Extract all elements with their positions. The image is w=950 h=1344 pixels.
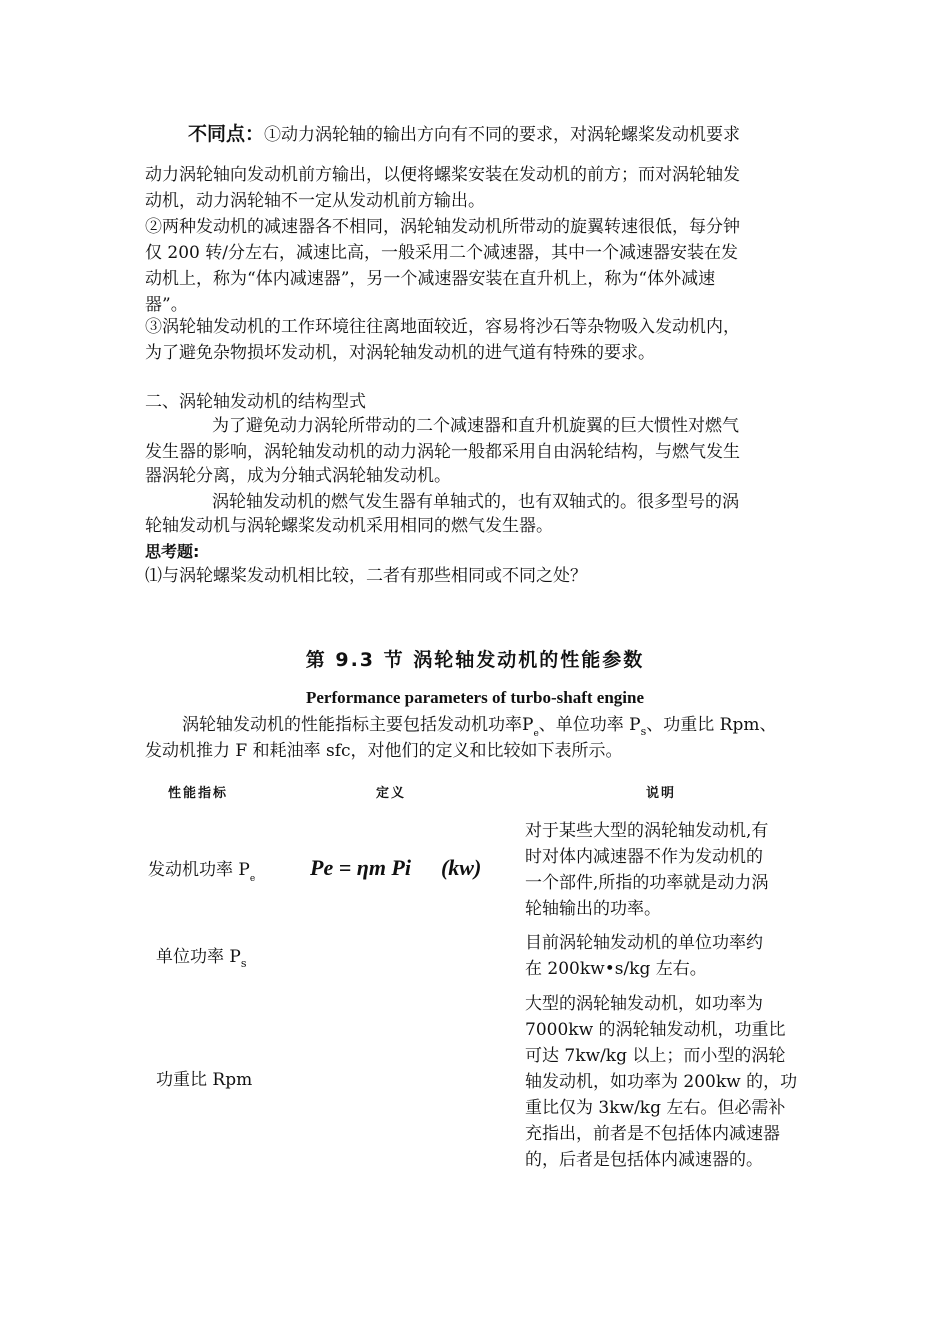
structure-p1-line-3: 器涡轮分离，成为分轴式涡轮轴发动机。 <box>145 466 451 486</box>
power-weight-desc-line: 可达 7kw/kg 以上；而小型的涡轮 <box>525 1046 786 1066</box>
question-1: ⑴与涡轮螺桨发动机相比较，二者有那些相同或不同之处？ <box>145 566 587 586</box>
specific-power-desc-line: 目前涡轮轴发动机的单位功率约 <box>525 933 763 953</box>
diff-line-3: 动机，动力涡轮轴不一定从发动机前方输出。 <box>145 191 485 211</box>
power-description <box>525 818 810 922</box>
intro-part-b: 、单位功率 P <box>538 715 641 735</box>
table-header-definition: 定义 <box>376 786 407 801</box>
diff-line-2: 动力涡轮轴向发动机前方输出，以便将螺桨安装在发动机的前方；而对涡轮轴发 <box>145 165 740 185</box>
specific-power-sub: s <box>240 957 247 970</box>
intro-part-a: 涡轮轴发动机的性能指标主要包括发动机功率P <box>182 715 534 735</box>
section-english-title: Performance parameters of turbo-shaft engine <box>305 688 645 707</box>
specific-power-desc-line: 在 200kw•s/kg 左右。 <box>525 959 707 979</box>
specific-power-name: 单位功率 P <box>156 947 241 967</box>
power-desc-line: 时对体内减速器不作为发动机的 <box>525 847 763 867</box>
structure-heading: 二、涡轮轴发动机的结构型式 <box>145 392 366 412</box>
power-desc-line: 轮轴输出的功率。 <box>525 899 661 919</box>
specific-power-description <box>525 930 810 982</box>
structure-p1-line-2: 发生器的影响，涡轮轴发动机的动力涡轮一般都采用自由涡轮结构，与燃气发生 <box>145 442 740 462</box>
intro-part-c: 、功重比 Rpm、 <box>646 715 777 735</box>
diff-paragraph-first-line <box>188 121 740 148</box>
power-weight-desc-line: 的，后者是包括体内减速器的。 <box>525 1150 763 1170</box>
power-formula <box>310 855 481 881</box>
table-header-metric: 性能指标 <box>168 786 229 801</box>
power-desc-line: 一个部件,所指的功率就是动力涡 <box>525 873 769 893</box>
power-desc-line: 对于某些大型的涡轮轴发动机,有 <box>525 821 769 841</box>
power-name: 发动机功率 P <box>148 860 250 880</box>
table-header-description: 说明 <box>646 786 677 801</box>
power-formula-expr: Pe = ηm Pi <box>310 855 411 880</box>
intro-line-2: 发动机推力 F 和耗油率 sfc，对他们的定义和比较如下表所示。 <box>145 741 623 761</box>
intro-sub-s: s <box>640 725 647 738</box>
power-weight-desc-line: 大型的涡轮轴发动机，如功率为 <box>525 994 763 1014</box>
table-row-specific-power-name <box>156 944 247 977</box>
structure-p2-line-1: 涡轮轴发动机的燃气发生器有单轴式的，也有双轴式的。很多型号的涡 <box>212 492 739 512</box>
diff-line-8: ③涡轮轴发动机的工作环境往往离地面较近，容易将沙石等杂物吸入发动机内， <box>145 317 740 337</box>
power-formula-unit: (kw) <box>440 855 482 880</box>
power-sub: e <box>249 874 256 884</box>
power-weight-description <box>525 991 810 1173</box>
diff-line-4: ②两种发动机的减速器各不相同，涡轮轴发动机所带动的旋翼转速很低，每分钟 <box>145 217 740 237</box>
structure-p1-line-1: 为了避免动力涡轮所带动的二个减速器和直升机旋翼的巨大惯性对燃气 <box>212 416 739 436</box>
diff-line-1: ①动力涡轮轴的输出方向有不同的要求，对涡轮螺桨发动机要求 <box>264 125 741 145</box>
diff-label: 不同点： <box>188 123 265 145</box>
question-label: 思考题: <box>145 542 200 561</box>
diff-line-9: 为了避免杂物损坏发动机，对涡轮轴发动机的进气道有特殊的要求。 <box>145 343 655 363</box>
diff-line-5: 仅 200 转/分左右，减速比高，一般采用二个减速器，其中一个减速器安装在发 <box>145 243 738 263</box>
power-weight-desc-line: 重比仅为 3kw/kg 左右。但必需补 <box>525 1098 786 1118</box>
table-row-power-name <box>148 857 255 892</box>
diff-line-6: 动机上，称为“体内减速器”，另一个减速器安装在直升机上，称为“体外减速 <box>145 269 716 289</box>
structure-p2-line-2: 轮轴发动机与涡轮螺桨发动机采用相同的燃气发生器。 <box>145 516 553 536</box>
diff-line-7: 器”。 <box>145 295 188 315</box>
power-weight-desc-line: 充指出，前者是不包括体内减速器 <box>525 1124 780 1144</box>
table-row-power-weight-name: 功重比 Rpm <box>156 1070 253 1090</box>
section-title: 第 9.3 节 涡轮轴发动机的性能参数 <box>305 649 645 671</box>
intro-sub-e: e <box>533 729 539 739</box>
power-weight-desc-line: 轴发动机，如功率为 200kw 的，功 <box>525 1072 798 1092</box>
power-weight-desc-line: 7000kw 的涡轮轴发动机，功重比 <box>525 1020 786 1040</box>
